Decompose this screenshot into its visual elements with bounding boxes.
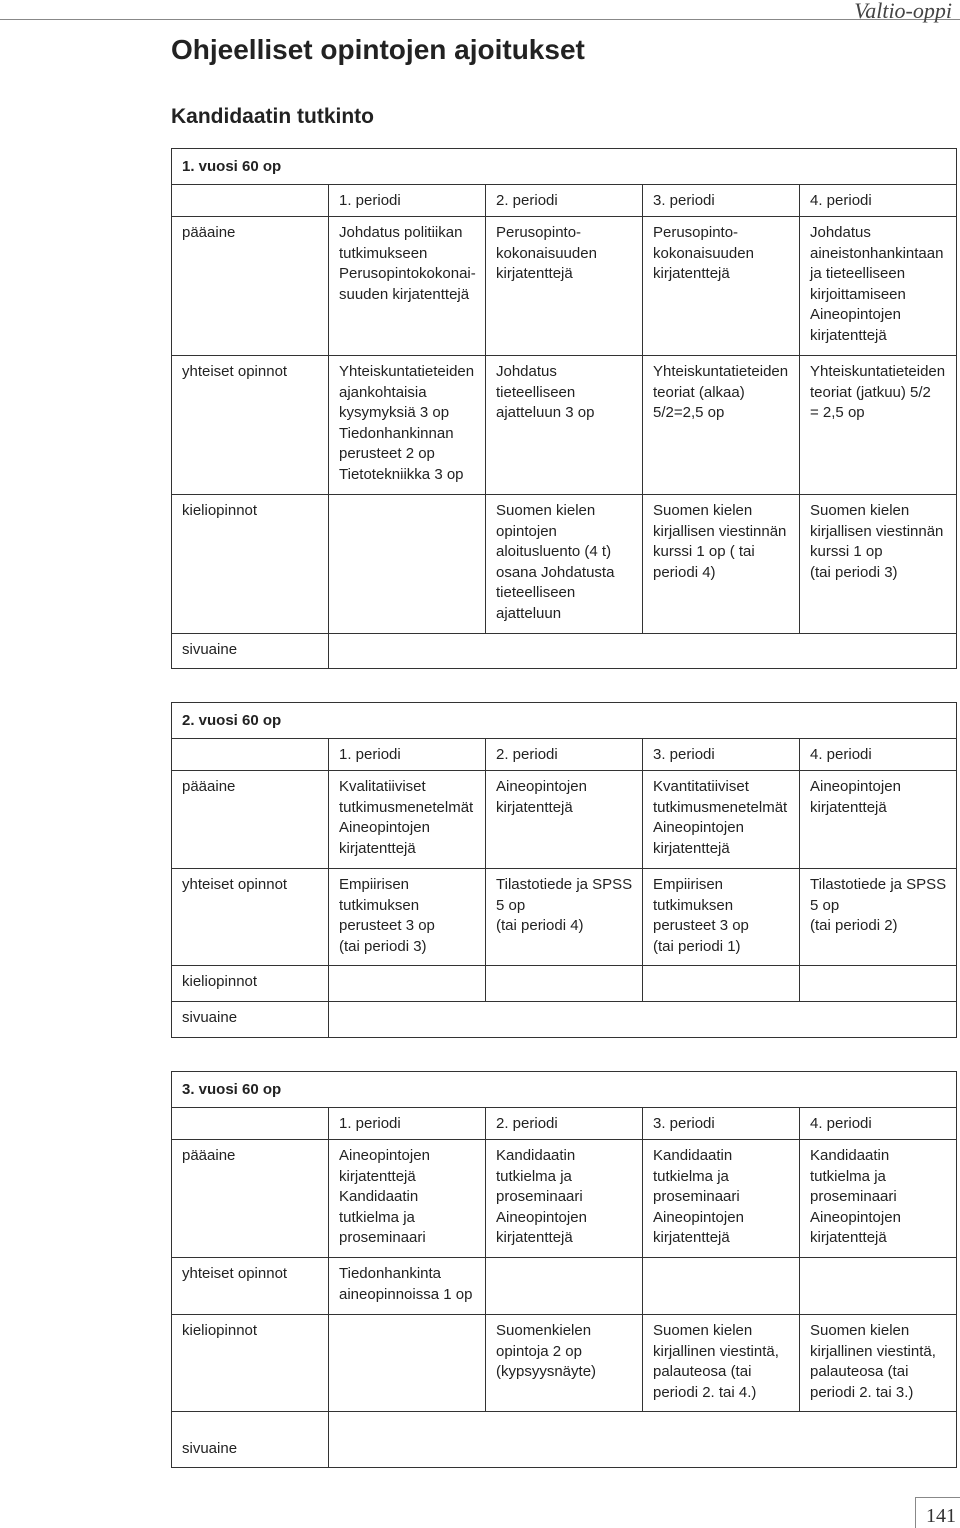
year-table-2 — [171, 702, 957, 1038]
course-cell — [800, 1258, 957, 1315]
period-header-blank — [172, 1107, 329, 1140]
period-header: 3. periodi — [643, 738, 800, 771]
course-cell — [486, 966, 643, 1002]
table-row — [172, 634, 957, 669]
course-cell: Kvantitatiiviset tutkimusmenetelmät Aineopintojen kirjatenttejä — [643, 771, 800, 869]
period-header-blank — [172, 738, 329, 771]
course-cell — [643, 966, 800, 1002]
course-cell: Kandidaatin tutkielma ja proseminaari Aineopintojen kirjatenttejä — [800, 1140, 957, 1258]
period-header: 1. periodi — [329, 1107, 486, 1140]
course-cell: Suomen kielen kirjallinen viestintä, palauteosa (tai periodi 2. tai 3.) — [800, 1315, 957, 1412]
table-row — [172, 966, 957, 1002]
course-cell — [486, 1258, 643, 1315]
course-cell: Perusopinto- kokonaisuuden kirjatenttejä — [486, 217, 643, 356]
period-header: 3. periodi — [643, 184, 800, 217]
table-row — [172, 495, 957, 634]
table-row — [172, 771, 957, 869]
year-table-3 — [171, 1071, 957, 1468]
row-label: sivuaine — [172, 1412, 329, 1468]
row-label: kieliopinnot — [172, 1315, 329, 1412]
table-row — [172, 217, 957, 356]
course-cell: Tiedonhankinta aineopinnoissa 1 op — [329, 1258, 486, 1315]
course-cell: Kandidaatin tutkielma ja proseminaari Aineopintojen kirjatenttejä — [486, 1140, 643, 1258]
page-subtitle: Kandidaatin tutkinto — [171, 105, 374, 128]
row-label: yhteiset opinnot — [172, 869, 329, 966]
course-cell: Yhteiskuntatieteiden teoriat (jatkuu) 5/2 = 2,5 op — [800, 356, 957, 495]
course-cell: Yhteiskuntatieteiden teoriat (alkaa) 5/2=2,5 op — [643, 356, 800, 495]
table-row — [172, 1412, 957, 1468]
period-header: 2. periodi — [486, 1107, 643, 1140]
course-cell: Johdatus politiikan tutkimukseen Perusopintokokonai- suuden kirjatenttejä — [329, 217, 486, 356]
period-header: 2. periodi — [486, 738, 643, 771]
course-cell: Empiirisen tutkimuksen perusteet 3 op (tai periodi 3) — [329, 869, 486, 966]
table-row — [172, 1258, 957, 1315]
row-label: pääaine — [172, 217, 329, 356]
course-cell: Aineopintojen kirjatenttejä Kandidaatin tutkielma ja proseminaari — [329, 1140, 486, 1258]
year-title: 3. vuosi 60 op — [172, 1072, 957, 1108]
period-header: 1. periodi — [329, 184, 486, 217]
course-cell: Yhteiskuntatieteiden ajankohtaisia kysymyksiä 3 op Tiedonhankinnan perusteet 2 op Tietotekniikka 3 op — [329, 356, 486, 495]
course-cell: Tilastotiede ja SPSS 5 op (tai periodi 2) — [800, 869, 957, 966]
year-title-row — [172, 703, 957, 739]
course-cell: Suomen kielen opintojen aloitusluento (4 t) osana Johdatusta tieteelliseen ajatteluun — [486, 495, 643, 634]
year-title-row — [172, 149, 957, 185]
row-label: pääaine — [172, 771, 329, 869]
period-header: 4. periodi — [800, 1107, 957, 1140]
course-cell — [329, 495, 486, 634]
period-header-row — [172, 184, 957, 217]
brand-label: Valtio-oppi — [854, 0, 952, 23]
period-header-row — [172, 738, 957, 771]
year-title-row — [172, 1072, 957, 1108]
sivuaine-cell — [329, 1002, 957, 1038]
row-label: kieliopinnot — [172, 966, 329, 1002]
period-header: 3. periodi — [643, 1107, 800, 1140]
table-row — [172, 1140, 957, 1258]
period-header: 4. periodi — [800, 738, 957, 771]
page-number: 141 — [926, 1505, 956, 1527]
period-header: 4. periodi — [800, 184, 957, 217]
page-title: Ohjeelliset opintojen ajoitukset — [171, 34, 585, 65]
course-cell — [329, 966, 486, 1002]
course-cell: Johdatus aineistonhankintaan ja tieteelliseen kirjoittamiseen Aineopintojen kirjatenttejä — [800, 217, 957, 356]
course-cell: Suomen kielen kirjallisen viestinnän kurssi 1 op (tai periodi 3) — [800, 495, 957, 634]
course-cell: Kvalitatiiviset tutkimusmenetelmät Aineopintojen kirjatenttejä — [329, 771, 486, 869]
course-cell: Suomen kielen kirjallisen viestinnän kurssi 1 op ( tai periodi 4) — [643, 495, 800, 634]
table-row — [172, 356, 957, 495]
period-header: 1. periodi — [329, 738, 486, 771]
period-header: 2. periodi — [486, 184, 643, 217]
course-cell — [643, 1258, 800, 1315]
course-cell: Suomenkielen opintoja 2 op (kypsyysnäyte) — [486, 1315, 643, 1412]
course-cell: Aineopintojen kirjatenttejä — [800, 771, 957, 869]
course-cell: Perusopinto- kokonaisuuden kirjatenttejä — [643, 217, 800, 356]
course-cell: Tilastotiede ja SPSS 5 op (tai periodi 4) — [486, 869, 643, 966]
sivuaine-cell — [329, 634, 957, 669]
sivuaine-cell — [329, 1412, 957, 1468]
table-row — [172, 1315, 957, 1412]
table-row — [172, 1002, 957, 1038]
year-title: 1. vuosi 60 op — [172, 149, 957, 185]
year-title: 2. vuosi 60 op — [172, 703, 957, 739]
course-cell: Empiirisen tutkimuksen perusteet 3 op (tai periodi 1) — [643, 869, 800, 966]
course-cell: Johdatus tieteelliseen ajatteluun 3 op — [486, 356, 643, 495]
header-rule — [0, 19, 960, 20]
course-cell: Kandidaatin tutkielma ja proseminaari Aineopintojen kirjatenttejä — [643, 1140, 800, 1258]
row-label: yhteiset opinnot — [172, 356, 329, 495]
course-cell — [800, 966, 957, 1002]
period-header-row — [172, 1107, 957, 1140]
row-label: sivuaine — [172, 1002, 329, 1038]
row-label: yhteiset opinnot — [172, 1258, 329, 1315]
course-cell — [329, 1315, 486, 1412]
table-row — [172, 869, 957, 966]
course-cell: Suomen kielen kirjallinen viestintä, palauteosa (tai periodi 2. tai 4.) — [643, 1315, 800, 1412]
course-cell: Aineopintojen kirjatenttejä — [486, 771, 643, 869]
row-label: sivuaine — [172, 634, 329, 669]
row-label: pääaine — [172, 1140, 329, 1258]
row-label: kieliopinnot — [172, 495, 329, 634]
period-header-blank — [172, 184, 329, 217]
year-table-1 — [171, 148, 957, 669]
